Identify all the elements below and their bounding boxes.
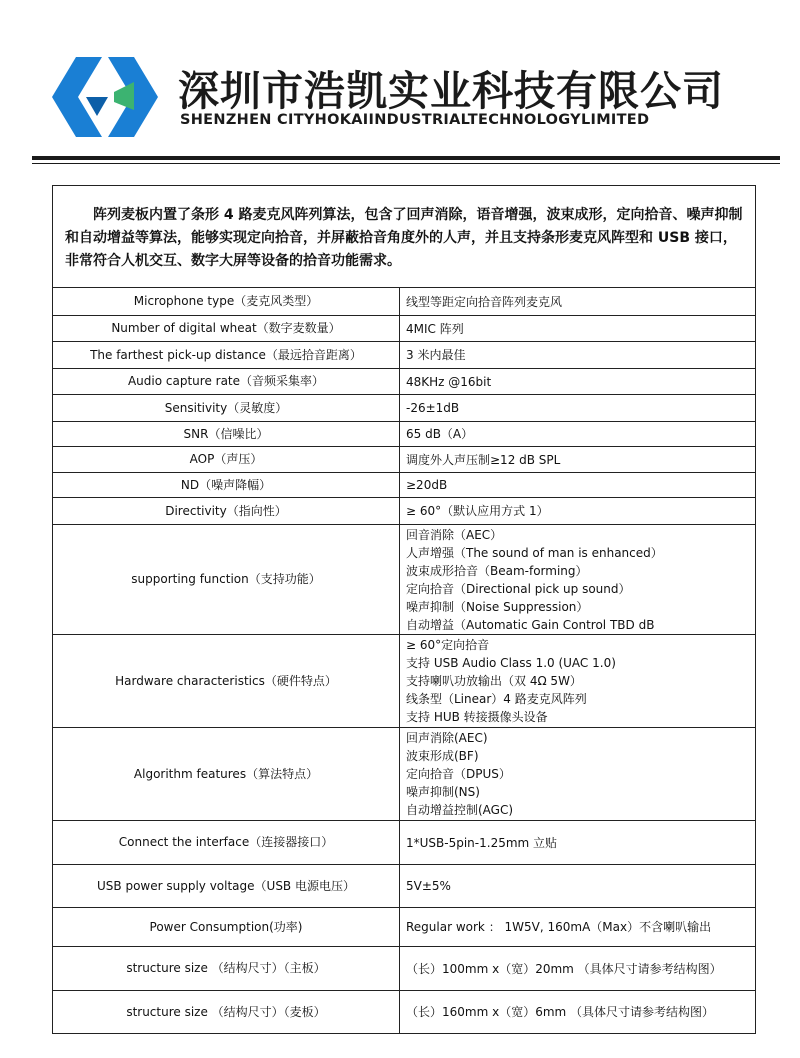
spec-row	[53, 498, 756, 525]
company-name-english: SHENZHEN CITYHOKAIINDUSTRIALTECHNOLOGYLIMITED	[180, 112, 650, 128]
spec-label: USB power supply voltage（USB 电源电压）	[53, 865, 400, 908]
spec-value	[400, 288, 756, 316]
spec-label: ND（噪声降幅）	[53, 473, 400, 498]
spec-row	[53, 821, 756, 865]
header-divider-thin	[32, 163, 780, 164]
spec-value-line: 支持喇叭功放输出（双 4Ω 5W）	[406, 674, 582, 688]
spec-value-line: 噪声抑制（Noise Suppression）	[406, 599, 589, 614]
spec-value	[400, 525, 756, 635]
spec-value-line: 回音消除（AEC）	[406, 527, 503, 542]
spec-label: Algorithm features（算法特点）	[53, 728, 400, 821]
spec-label: SNR（信噪比）	[53, 422, 400, 447]
spec-value	[400, 473, 756, 498]
spec-value	[400, 728, 756, 821]
spec-value-line: Regular work ： 1W5V, 160mA（Max）不含喇叭输出	[406, 920, 712, 934]
spec-value-line: ≥ 60°定向拾音	[406, 638, 490, 652]
spec-value	[400, 422, 756, 447]
spec-value-line: 5V±5%	[406, 879, 451, 893]
spec-value-line: 3 米内最佳	[406, 348, 466, 362]
spec-value-line: ≥20dB	[406, 478, 448, 492]
spec-value-line: 支持 USB Audio Class 1.0 (UAC 1.0)	[406, 656, 616, 670]
spec-row	[53, 525, 756, 635]
spec-value-line: 65 dB（A）	[406, 427, 474, 441]
spec-label: The farthest pick-up distance（最远拾音距离）	[53, 342, 400, 369]
company-logo-icon	[50, 52, 160, 142]
spec-row	[53, 369, 756, 395]
spec-row	[53, 447, 756, 473]
document-header	[0, 0, 800, 170]
spec-label: supporting function（支持功能）	[53, 525, 400, 635]
spec-value-line: 定向拾音（Directional pick up sound）	[406, 581, 631, 596]
spec-value-line: 48KHz @16bit	[406, 374, 492, 389]
spec-label: Hardware characteristics（硬件特点）	[53, 635, 400, 728]
spec-value	[400, 947, 756, 991]
spec-row	[53, 865, 756, 908]
spec-row	[53, 422, 756, 447]
spec-value	[400, 447, 756, 473]
spec-value	[400, 991, 756, 1034]
spec-value-line: 噪声抑制(NS)	[406, 785, 480, 799]
spec-label: Audio capture rate（音频采集率）	[53, 369, 400, 395]
spec-row	[53, 947, 756, 991]
spec-sheet	[52, 185, 756, 1034]
spec-value	[400, 821, 756, 865]
spec-label: structure size （结构尺寸）（麦板）	[53, 991, 400, 1034]
spec-value	[400, 316, 756, 342]
spec-value-line: 人声增强（The sound of man is enhanced）	[406, 545, 663, 560]
spec-row	[53, 288, 756, 316]
spec-value-line: 自动增益控制(AGC)	[406, 803, 514, 817]
spec-label: Number of digital wheat（数字麦数量）	[53, 316, 400, 342]
spec-value	[400, 369, 756, 395]
spec-value	[400, 498, 756, 525]
header-divider	[32, 156, 780, 160]
spec-label: Connect the interface（连接器接口）	[53, 821, 400, 865]
spec-table	[52, 287, 756, 1034]
spec-label: AOP（声压）	[53, 447, 400, 473]
spec-value	[400, 865, 756, 908]
spec-label: Directivity（指向性）	[53, 498, 400, 525]
spec-row	[53, 395, 756, 422]
spec-value-line: 线型等距定向拾音阵列麦克风	[406, 294, 563, 309]
spec-label: Sensitivity（灵敏度）	[53, 395, 400, 422]
spec-label: Power Consumption(功率)	[53, 908, 400, 947]
spec-row	[53, 342, 756, 369]
company-name-chinese: 深圳市浩凯实业科技有限公司	[178, 67, 724, 115]
spec-value-line: 定向拾音（DPUS）	[406, 767, 511, 781]
spec-value-line: 1*USB-5pin-1.25mm 立贴	[406, 835, 558, 850]
spec-value	[400, 395, 756, 422]
spec-value-line: 支持 HUB 转接摄像头设备	[406, 710, 548, 724]
spec-row	[53, 908, 756, 947]
spec-row	[53, 991, 756, 1034]
spec-value-line: 线条型（Linear）4 路麦克风阵列	[406, 692, 587, 706]
spec-value-line: 波束形成(BF)	[406, 749, 479, 763]
spec-value-line: 回声消除(AEC)	[406, 731, 488, 745]
spec-row	[53, 635, 756, 728]
spec-value-line: 调度外人声压制≥12 dB SPL	[406, 452, 561, 467]
spec-value-line: （长）100mm x（宽）20mm （具体尺寸请参考结构图）	[406, 961, 722, 976]
spec-value	[400, 635, 756, 728]
spec-value-line: （长）160mm x（宽）6mm （具体尺寸请参考结构图）	[406, 1005, 715, 1019]
spec-row	[53, 316, 756, 342]
spec-value-line: -26±1dB	[406, 401, 460, 415]
spec-row	[53, 728, 756, 821]
spec-value-line: ≥ 60°（默认应用方式 1）	[406, 504, 549, 518]
spec-value-line: 4MIC 阵列	[406, 321, 464, 336]
spec-value-line: 自动增益（Automatic Gain Control TBD dB	[406, 617, 655, 632]
spec-label: structure size （结构尺寸）（主板）	[53, 947, 400, 991]
product-introduction: 阵列麦板内置了条形 4 路麦克风阵列算法，包含了回声消除，语音增强，波束成形，定向拾音、噪声抑制和自动增益等算法，能够实现定向拾音，并屏蔽拾音角度外的人声，并且支持条形麦克风阵型和 USB 接口，非常符合人机交互、数字大屏等设备的拾音功能需求。	[52, 185, 756, 287]
spec-value	[400, 908, 756, 947]
spec-value	[400, 342, 756, 369]
spec-row	[53, 473, 756, 498]
spec-value-line: 波束成形拾音（Beam-forming）	[406, 563, 588, 578]
spec-label: Microphone type（麦克风类型）	[53, 288, 400, 316]
